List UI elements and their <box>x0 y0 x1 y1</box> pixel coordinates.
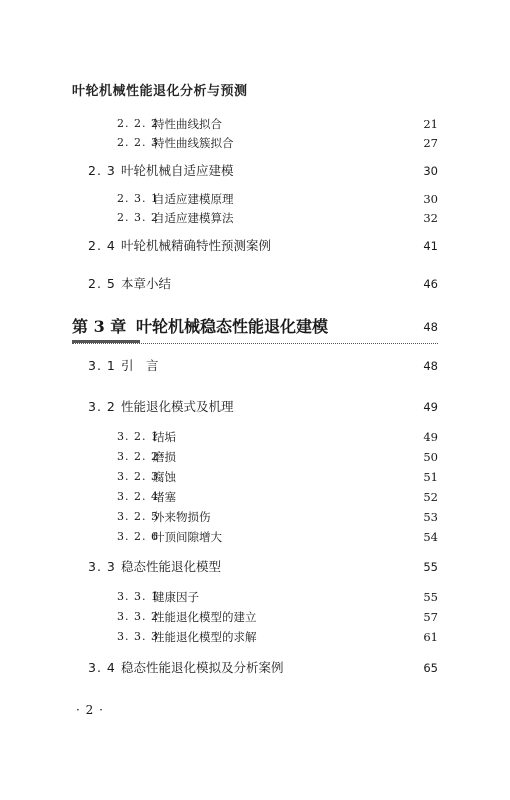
toc-entry[interactable] <box>0 237 510 255</box>
entry-number: 3. 3. 1 <box>117 590 159 603</box>
toc-entry[interactable] <box>0 357 510 375</box>
entry-number: 2. 2. 3 <box>117 136 159 149</box>
entry-title: 磨损 <box>153 450 176 464</box>
entry-title: 性能退化模式及机理 <box>121 399 234 414</box>
entry-title: 自适应建模算法 <box>153 211 234 225</box>
entry-title: 性能退化模型的建立 <box>153 610 257 624</box>
entry-page: 50 <box>423 450 438 464</box>
entry-page: 30 <box>423 192 438 206</box>
chapter-title: 叶轮机械稳态性能退化建模 <box>136 317 329 336</box>
toc-entry[interactable] <box>0 398 510 416</box>
toc-entry[interactable] <box>0 528 510 546</box>
entry-number: 3. 2. 1 <box>117 430 159 443</box>
entry-title: 叶顶间隙增大 <box>153 530 222 544</box>
entry-title: 稳态性能退化模拟及分析案例 <box>121 660 284 675</box>
entry-title: 特性曲线簇拟合 <box>153 136 234 150</box>
entry-page: 54 <box>423 530 438 544</box>
entry-page: 55 <box>423 590 438 604</box>
toc-entry[interactable] <box>0 488 510 506</box>
entry-number: 3. 1 <box>88 358 116 373</box>
entry-page: 52 <box>423 490 438 504</box>
entry-page: 27 <box>423 136 438 150</box>
page-number: · 2 · <box>76 703 104 717</box>
entry-page: 65 <box>423 661 438 675</box>
toc-entry[interactable] <box>0 209 510 227</box>
toc-entry[interactable] <box>0 558 510 576</box>
chapter-label: 第 3 章 <box>72 317 127 336</box>
toc-entry[interactable] <box>0 628 510 646</box>
toc-entry[interactable] <box>0 508 510 526</box>
entry-number: 3. 2. 4 <box>117 490 159 503</box>
entry-number: 2. 3. 1 <box>117 192 159 205</box>
entry-title: 性能退化模型的求解 <box>153 630 257 644</box>
toc-entry[interactable] <box>0 588 510 606</box>
entry-title: 引 言 <box>121 358 159 373</box>
entry-page: 46 <box>423 277 438 291</box>
toc-entry[interactable] <box>0 659 510 677</box>
entry-page: 51 <box>423 470 438 484</box>
entry-page: 57 <box>423 610 438 624</box>
entry-page: 49 <box>423 430 438 444</box>
entry-title: 特性曲线拟合 <box>153 117 222 131</box>
toc-entry[interactable] <box>0 468 510 486</box>
entry-number: 2. 4 <box>88 238 116 253</box>
entry-page: 49 <box>423 400 438 414</box>
entry-number: 3. 2 <box>88 399 116 414</box>
entry-number: 3. 3. 3 <box>117 630 159 643</box>
toc-entry[interactable] <box>0 134 510 152</box>
entry-number: 2. 5 <box>88 276 116 291</box>
entry-page: 41 <box>423 239 438 253</box>
entry-number: 2. 3. 2 <box>117 211 159 224</box>
entry-number: 3. 4 <box>88 660 116 675</box>
entry-number: 3. 2. 5 <box>117 510 159 523</box>
chapter-heading[interactable] <box>72 316 438 356</box>
toc-entry[interactable] <box>0 162 510 180</box>
toc-entry[interactable] <box>0 448 510 466</box>
entry-page: 32 <box>423 211 438 225</box>
entry-page: 21 <box>423 117 438 131</box>
entry-page: 30 <box>423 164 438 178</box>
entry-title: 腐蚀 <box>153 470 176 484</box>
entry-number: 2. 2. 2 <box>117 117 159 130</box>
chapter-rule-dotted <box>72 343 438 344</box>
entry-title: 叶轮机械精确特性预测案例 <box>121 238 272 253</box>
entry-title: 稳态性能退化模型 <box>121 559 222 574</box>
running-head: 叶轮机械性能退化分析与预测 <box>72 84 248 99</box>
entry-title: 叶轮机械自适应建模 <box>121 163 234 178</box>
chapter-page: 48 <box>423 320 438 334</box>
toc-entry[interactable] <box>0 275 510 293</box>
entry-number: 2. 3 <box>88 163 116 178</box>
entry-number: 3. 3. 2 <box>117 610 159 623</box>
toc-entry[interactable] <box>0 115 510 133</box>
entry-title: 本章小结 <box>121 276 172 291</box>
toc-entry[interactable] <box>0 608 510 626</box>
entry-page: 53 <box>423 510 438 524</box>
toc-entry[interactable] <box>0 190 510 208</box>
entry-title: 结垢 <box>153 430 176 444</box>
entry-number: 3. 2. 2 <box>117 450 159 463</box>
entry-title: 堵塞 <box>153 490 176 504</box>
entry-page: 48 <box>423 359 438 373</box>
entry-page: 61 <box>423 630 438 644</box>
entry-number: 3. 2. 3 <box>117 470 159 483</box>
entry-page: 55 <box>423 560 438 574</box>
entry-title: 外来物损伤 <box>153 510 211 524</box>
entry-title: 健康因子 <box>153 590 199 604</box>
entry-title: 自适应建模原理 <box>153 192 234 206</box>
entry-number: 3. 3 <box>88 559 116 574</box>
toc-entry[interactable] <box>0 428 510 446</box>
entry-number: 3. 2. 6 <box>117 530 159 543</box>
